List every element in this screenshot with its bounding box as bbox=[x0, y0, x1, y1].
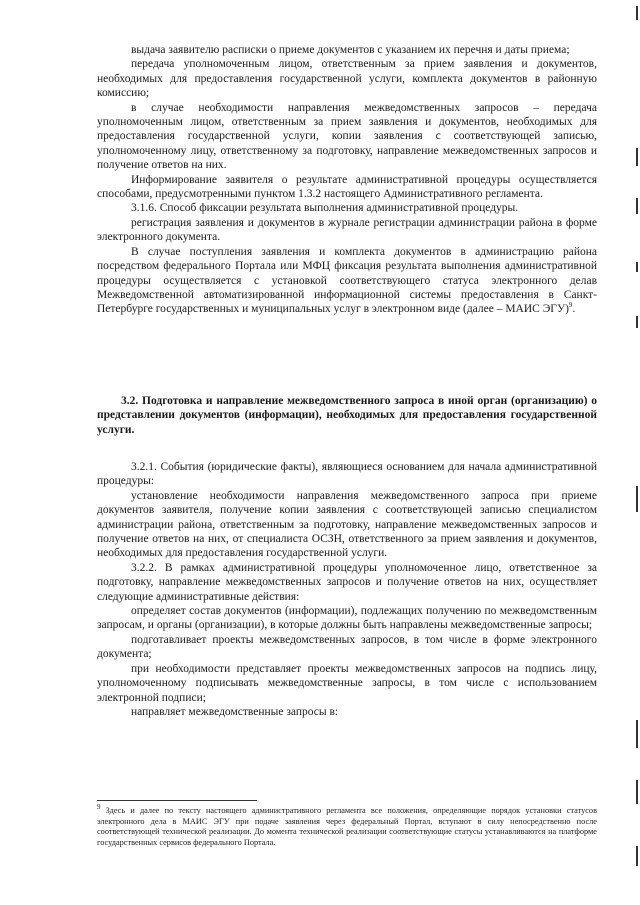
scan-edge-mark bbox=[636, 780, 638, 804]
paragraph: регистрация заявления и документов в журнале регистрации администрации района в форме электронного документа. bbox=[97, 216, 597, 244]
paragraph: выдача заявителю расписки о приеме документов с указанием их перечня и даты приема; bbox=[131, 44, 570, 56]
paragraph: определяет состав документов (информации), подлежащих получению по межведомственным запросам, и органы (организации), в которые должны быть направлены межведомственные запросы; bbox=[97, 605, 597, 632]
paragraph: в случае необходимости направления межведомственных запросов – передача уполномоченным лицом, ответственным за прием заявления и документов, необходимых для предоставления государственной услуги, копии заявления с соответствующей записью, уполномоченному лицу, ответственному за подготовку, направление межведомственных запросов и получение ответов на них. bbox=[97, 101, 597, 172]
scan-edge-mark bbox=[636, 486, 638, 512]
footnote-number: 9 bbox=[97, 803, 101, 812]
footnote-text: Здесь и далее по тексту настоящего административного регламента все положения, определяющие порядок установки статусов электронного дела в МАИС ЭГУ при подаче заявления через федеральный Портал, вступают в силу непосредственно после соответствующей технической реализации. До момента технической реализации соответствующие статусы устанавливаются на платформе государственных сервисов федерального Портала. bbox=[97, 806, 597, 847]
section-heading: 3.2. Подготовка и направление межведомственного запроса в иной орган (организацию) о представлении документов (информации), необходимых для предоставления государственной услуги. bbox=[97, 395, 597, 436]
scan-edge-mark bbox=[636, 148, 638, 166]
scan-edge-mark bbox=[636, 316, 638, 328]
paragraph: установление необходимости направления межведомственного запроса при приеме документов заявителя, получение копии заявления с соответствующей записью специалистом администрации района, ответственным за подготовку, направление межведомственных запросов и получение ответов на них, от специалиста ОСЗН, ответственного за прием заявления и документов, необходимых для предоставления государственной услуги. bbox=[97, 489, 597, 560]
footnote-ref: 9 bbox=[568, 301, 573, 310]
scan-edge-mark bbox=[636, 720, 638, 748]
section-heading-block bbox=[97, 394, 597, 437]
paragraph: подготавливает проекты межведомственных запросов, в том числе в форме электронного документа; bbox=[97, 633, 597, 661]
scan-edge-mark bbox=[636, 846, 638, 866]
text-block-2 bbox=[97, 460, 597, 719]
paragraph-text: В случае поступления заявления и комплекта документов в администрацию района посредством федерального Портала или МФЦ фиксация результата выполнения административной процедуры осуществляется с установкой соответствующего статуса электронного делав Межведомственной автоматизированной информационной системы предоставления в Санкт-Петербурге государственных и муниципальных услуг в электронном виде (далее – МАИС ЭГУ) bbox=[97, 245, 597, 316]
scan-edge-mark bbox=[636, 198, 638, 214]
scan-edge-mark bbox=[636, 6, 638, 20]
paragraph-end: . bbox=[572, 303, 576, 316]
text-block-1 bbox=[97, 43, 597, 317]
paragraph: 3.2.2. В рамках административной процедуры уполномоченное лицо, ответственное за подготовку, направление межведомственных запросов и получение ответов на них, осуществляет следующие административные действия: bbox=[97, 561, 597, 603]
footnote-separator bbox=[97, 800, 257, 801]
paragraph: 3.2.1. События (юридические факты), являющиеся основанием для начала административной процедуры: bbox=[97, 461, 597, 488]
paragraph: передача уполномоченным лицом, ответственным за прием заявления и документов, необходимых для предоставления государственной услуги, комплекта документов в районную комиссию; bbox=[97, 58, 597, 100]
footnote bbox=[97, 803, 597, 848]
paragraph: Информирование заявителя о результате административной процедуры осуществляется способами, предусмотренными пунктом 1.3.2 настоящего Административного регламента. bbox=[97, 173, 597, 201]
paragraph: направляет межведомственные запросы в: bbox=[131, 705, 339, 718]
paragraph: 3.1.6. Способ фиксации результата выполнения административной процедуры. bbox=[131, 202, 519, 215]
paragraph: при необходимости представляет проекты межведомственных запросов на подпись лицу, уполномоченному подписывать межведомственные запросы, в том числе с использованием электронной подписи; bbox=[97, 662, 597, 704]
scan-edge-mark bbox=[636, 262, 638, 272]
paragraph bbox=[97, 245, 597, 317]
